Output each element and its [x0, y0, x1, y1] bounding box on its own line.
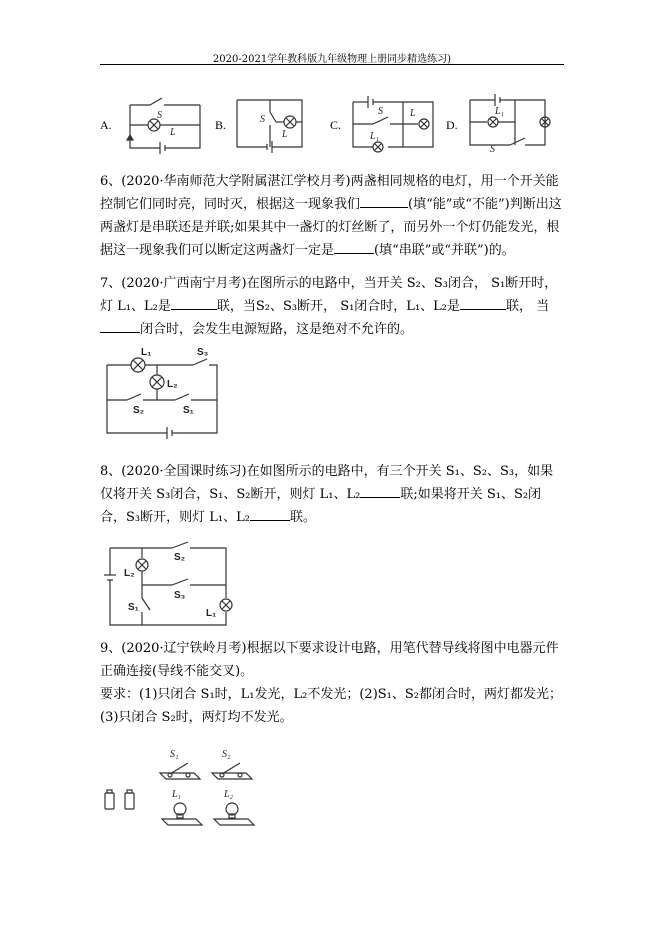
question-8 — [100, 460, 566, 529]
label-l1: L₁ — [172, 789, 182, 800]
label-s1: S₁ — [128, 602, 139, 613]
circuit-option-c — [348, 92, 438, 154]
label-l1: L₁ — [206, 608, 217, 619]
label-l1: L₁ — [495, 106, 505, 117]
label-s: S — [157, 110, 162, 121]
label-s3: S₃ — [197, 347, 209, 358]
q7-text-3: 联， 当 — [506, 299, 550, 314]
label-s3: S₃ — [174, 590, 186, 601]
circuit-q7 — [105, 347, 225, 440]
q7-text-1: 7、(2020·广西南宁月考)在图所示的电路中，当开关 S₂、S₃闭合， S₁断开时，灯 L₁、L₂是 — [100, 276, 558, 314]
option-a-label: A. — [100, 118, 112, 132]
q7-blank-3[interactable] — [100, 318, 140, 333]
q7-text-2: 联，当S₂、S₃断开， S₁闭合时，L₁、L₂是 — [216, 299, 461, 314]
q6-text-2: (填“能”或“不能”)判断出这两盏灯是串联还是并联;如果其中一盏灯的灯丝断了，而另外一个灯仍能发光，根据这一现象我们可以断定这两盏灯一定是 — [100, 197, 562, 258]
label-s1: S₁ — [170, 749, 179, 760]
q8-text-2: 联;如果将开关 S₁、S₂闭合，S₃断开，则灯 L₁、L₂ — [100, 487, 542, 525]
circuit-option-d — [465, 90, 555, 155]
label-s2: S₂ — [133, 405, 145, 416]
label-l2: L₂ — [167, 379, 178, 390]
components-q9 — [100, 745, 260, 830]
q6-text-1: 6、(2020·华南师范大学附属湛江学校月考)两盏相同规格的电灯，用一个开关能控制它们同时亮，同时灭，根据这一现象我们 — [100, 174, 559, 212]
option-b-label: B. — [215, 118, 227, 132]
q6-blank-1[interactable] — [360, 193, 408, 208]
label-l2: L₂ — [224, 789, 234, 800]
q9-text-2: 要求：(1)只闭合 S₁时，L₁发光，L₂不发光；(2)S₁、S₂都闭合时，两灯都发光；(3)只闭合 S₂时，两灯均不发光。 — [100, 687, 563, 725]
q8-text-1: 8、(2020·全国课时练习)在如图所示的电路中，有三个开关 S₁、S₂、S₃，如果仅将开关 S₃闭合，S₁、S₂断开，则灯 L₁、L₂ — [100, 464, 554, 502]
q8-text-3: 联。 — [289, 510, 316, 525]
label-s2: S₂ — [174, 552, 186, 563]
circuit-option-b — [232, 92, 312, 150]
q7-text-4: 闭合时，会发生电源短路，这是绝对不允许的。 — [140, 322, 414, 337]
q6-text-3: (填“串联”或“并联”)的。 — [374, 243, 515, 258]
question-7 — [100, 272, 566, 341]
header-rule — [100, 64, 564, 65]
circuit-option-a — [120, 90, 210, 152]
label-s: S — [490, 144, 495, 155]
page-header: 2020-2021学年教科版九年级物理上册同步精选练习) — [212, 54, 452, 65]
q7-blank-2[interactable] — [460, 295, 506, 310]
label-l2: L₂ — [124, 568, 135, 579]
q9-text-1: 9、(2020·辽宁铁岭月考)根据以下要求设计电路，用笔代替导线将图中电器元件正确连接(导线不能交叉)。 — [100, 641, 559, 679]
q6-blank-2[interactable] — [334, 239, 374, 254]
label-s1: S₁ — [183, 405, 194, 416]
option-c-label: C. — [330, 118, 342, 132]
label-s: S — [260, 114, 265, 125]
label-s2: S₂ — [222, 749, 231, 760]
label-l: L — [282, 129, 288, 140]
question-6 — [100, 170, 566, 262]
label-l1: L₁ — [370, 131, 380, 142]
option-d-label: D. — [446, 118, 458, 132]
question-9 — [100, 637, 566, 729]
label-l: L — [170, 127, 176, 138]
q8-blank-2[interactable] — [250, 506, 290, 521]
label-l: L — [410, 108, 416, 119]
label-l1: L₁ — [141, 347, 152, 358]
q8-blank-1[interactable] — [360, 483, 400, 498]
label-s: S — [378, 106, 383, 117]
circuit-q8 — [102, 540, 234, 632]
q7-blank-1[interactable] — [171, 295, 217, 310]
